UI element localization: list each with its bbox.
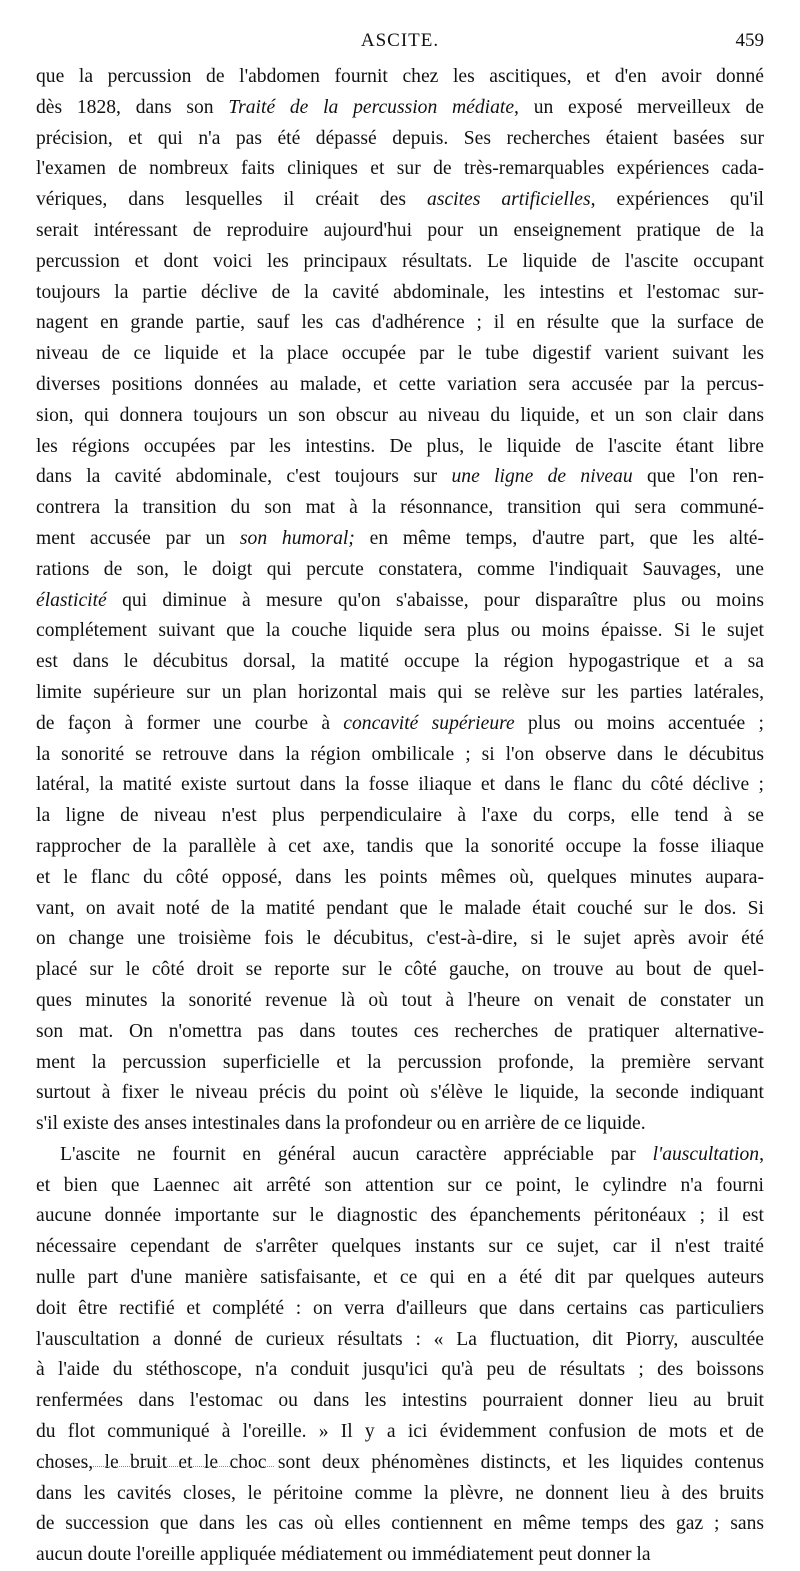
- text-line: s'il existe des anses intestinales dans la profondeur ou en arrière de ce liquide.: [36, 1113, 646, 1135]
- text-line: nulle part d'une manière satisfaisante, et ce qui en a été dit par quelques auteurs: [36, 1267, 764, 1289]
- text-line: placé sur le côté droit se reporte sur le côté gauche, on trouve au bout de quel-: [36, 959, 764, 981]
- running-head: [36, 26, 764, 56]
- text-line: la ligne de niveau n'est plus perpendiculaire à l'axe du corps, elle tend à se: [36, 805, 764, 827]
- text-line: rations de son, le doigt qui percute constatera, comme l'indiquait Sauvages, une: [36, 558, 764, 580]
- text-line: sion, qui donnera toujours un son obscur au niveau du liquide, et un son clair dans: [36, 404, 764, 426]
- text-line: son mat. On n'omettra pas dans toutes ces recherches de pratiquer alternative-: [36, 1020, 764, 1042]
- text-line: doit être rectifié et complété : on verra d'ailleurs que dans certains cas particuliers: [36, 1297, 764, 1319]
- text-line: latéral, la matité existe surtout dans la fosse iliaque et dans le flanc du côté déclive ;: [36, 774, 764, 796]
- text-line: les régions occupées par les intestins. De plus, le liquide de l'ascite étant libre: [36, 435, 764, 457]
- text-line: contrera la transition du son mat à la résonnance, transition qui sera communé-: [36, 497, 764, 519]
- text-line: toujours la partie déclive de la cavité abdominale, les intestins et l'estomac sur-: [36, 281, 764, 303]
- text-line: nagent en grande partie, sauf les cas d'adhérence ; il en résulte que la surface de: [36, 312, 764, 334]
- text-line: est dans le décubitus dorsal, la matité occupe la région hypogastrique et a sa: [36, 651, 764, 673]
- text-line: aucun doute l'oreille appliquée médiatement ou immédiatement peut donner la: [36, 1544, 651, 1566]
- body-text: [36, 62, 764, 1571]
- text-line: élasticité qui diminue à mesure qu'on s'abaisse, pour disparaître plus ou moins: [36, 589, 764, 611]
- text-line: renfermées dans l'estomac ou dans les intestins pourraient donner lieu au bruit: [36, 1390, 764, 1412]
- text-line: ment la percussion superficielle et la percussion profonde, la première servant: [36, 1051, 764, 1073]
- text-line: limite supérieure sur un plan horizontal mais qui se relève sur les parties latérales,: [36, 681, 764, 703]
- text-line: choses, le bruit et le choc sont deux phénomènes distincts, et les liquides contenus: [36, 1451, 764, 1473]
- text-line: dans les cavités closes, le péritoine comme la plèvre, ne donnent lieu à des bruits: [36, 1482, 764, 1504]
- text-line: précision, et qui n'a pas été dépassé depuis. Ses recherches étaient basées sur: [36, 127, 764, 149]
- text-line: de façon à former une courbe à concavité supérieure plus ou moins accentuée ;: [36, 712, 764, 734]
- text-line: du flot communiqué à l'oreille. » Il y a ici évidemment confusion de mots et de: [36, 1421, 764, 1443]
- text-line: vant, on avait noté de la matité pendant que le malade était couché sur le dos. Si: [36, 897, 764, 919]
- text-line: et bien que Laennec ait arrêté son attention sur ce point, le cylindre n'a fourni: [36, 1174, 764, 1196]
- text-line: de succession que dans les cas où elles contiennent en même temps des gaz ; sans: [36, 1513, 764, 1535]
- text-line: niveau de ce liquide et la place occupée par le tube digestif varient suivant les: [36, 343, 764, 365]
- text-line: ment accusée par un son humoral; en même temps, d'autre part, que les alté-: [36, 527, 764, 549]
- text-line: et le flanc du côté opposé, dans les points mêmes où, quelques minutes aupara-: [36, 866, 764, 888]
- text-line: ques minutes la sonorité revenue là où tout à l'heure on venait de constater un: [36, 989, 764, 1011]
- text-line: on change une troisième fois le décubitus, c'est-à-dire, si le sujet après avoir été: [36, 928, 764, 950]
- text-line: que la percussion de l'abdomen fournit chez les ascitiques, et d'en avoir donné: [36, 66, 764, 87]
- text-line: surtout à fixer le niveau précis du point où s'élève le liquide, la seconde indiquant: [36, 1082, 764, 1104]
- footer-rule: [38, 1466, 274, 1467]
- text-line: rapprocher de la parallèle à cet axe, tandis que la sonorité occupe la fosse iliaque: [36, 835, 764, 857]
- text-line: serait intéressant de reproduire aujourd'hui pour un enseignement pratique de la: [36, 219, 764, 241]
- text-line: l'examen de nombreux faits cliniques et sur de très-remarquables expériences cada-: [36, 158, 764, 180]
- text-line: aucune donnée importante sur le diagnostic des épanchements péritonéaux ; il est: [36, 1205, 764, 1227]
- page-number: 459: [735, 30, 764, 51]
- text-line: diverses positions données au malade, et cette variation sera accusée par la percus-: [36, 373, 764, 395]
- text-line: complétement suivant que la couche liquide sera plus ou moins épaisse. Si le sujet: [36, 620, 764, 642]
- text-line: percussion et dont voici les principaux résultats. Le liquide de l'ascite occupant: [36, 250, 764, 272]
- text-line: vériques, dans lesquelles il créait des ascites artificielles, expériences qu'il: [36, 189, 764, 211]
- text-line: la sonorité se retrouve dans la région ombilicale ; si l'on observe dans le décubitus: [36, 743, 764, 765]
- text-line: nécessaire cependant de s'arrêter quelques instants sur ce sujet, car il n'est traité: [36, 1236, 764, 1258]
- text-line: l'auscultation a donné de curieux résultats : « La fluctuation, dit Piorry, auscultée: [36, 1328, 764, 1350]
- page-title: ASCITE.: [360, 30, 440, 51]
- text-line: à l'aide du stéthoscope, n'a conduit jusqu'ici qu'à peu de résultats ; des boissons: [36, 1359, 764, 1381]
- text-line: dès 1828, dans son Traité de la percussion médiate, un exposé merveilleux de: [36, 96, 764, 118]
- text-line: L'ascite ne fournit en général aucun caractère appréciable par l'auscultation,: [60, 1143, 764, 1165]
- text-line: dans la cavité abdominale, c'est toujours sur une ligne de niveau que l'on ren-: [36, 466, 764, 488]
